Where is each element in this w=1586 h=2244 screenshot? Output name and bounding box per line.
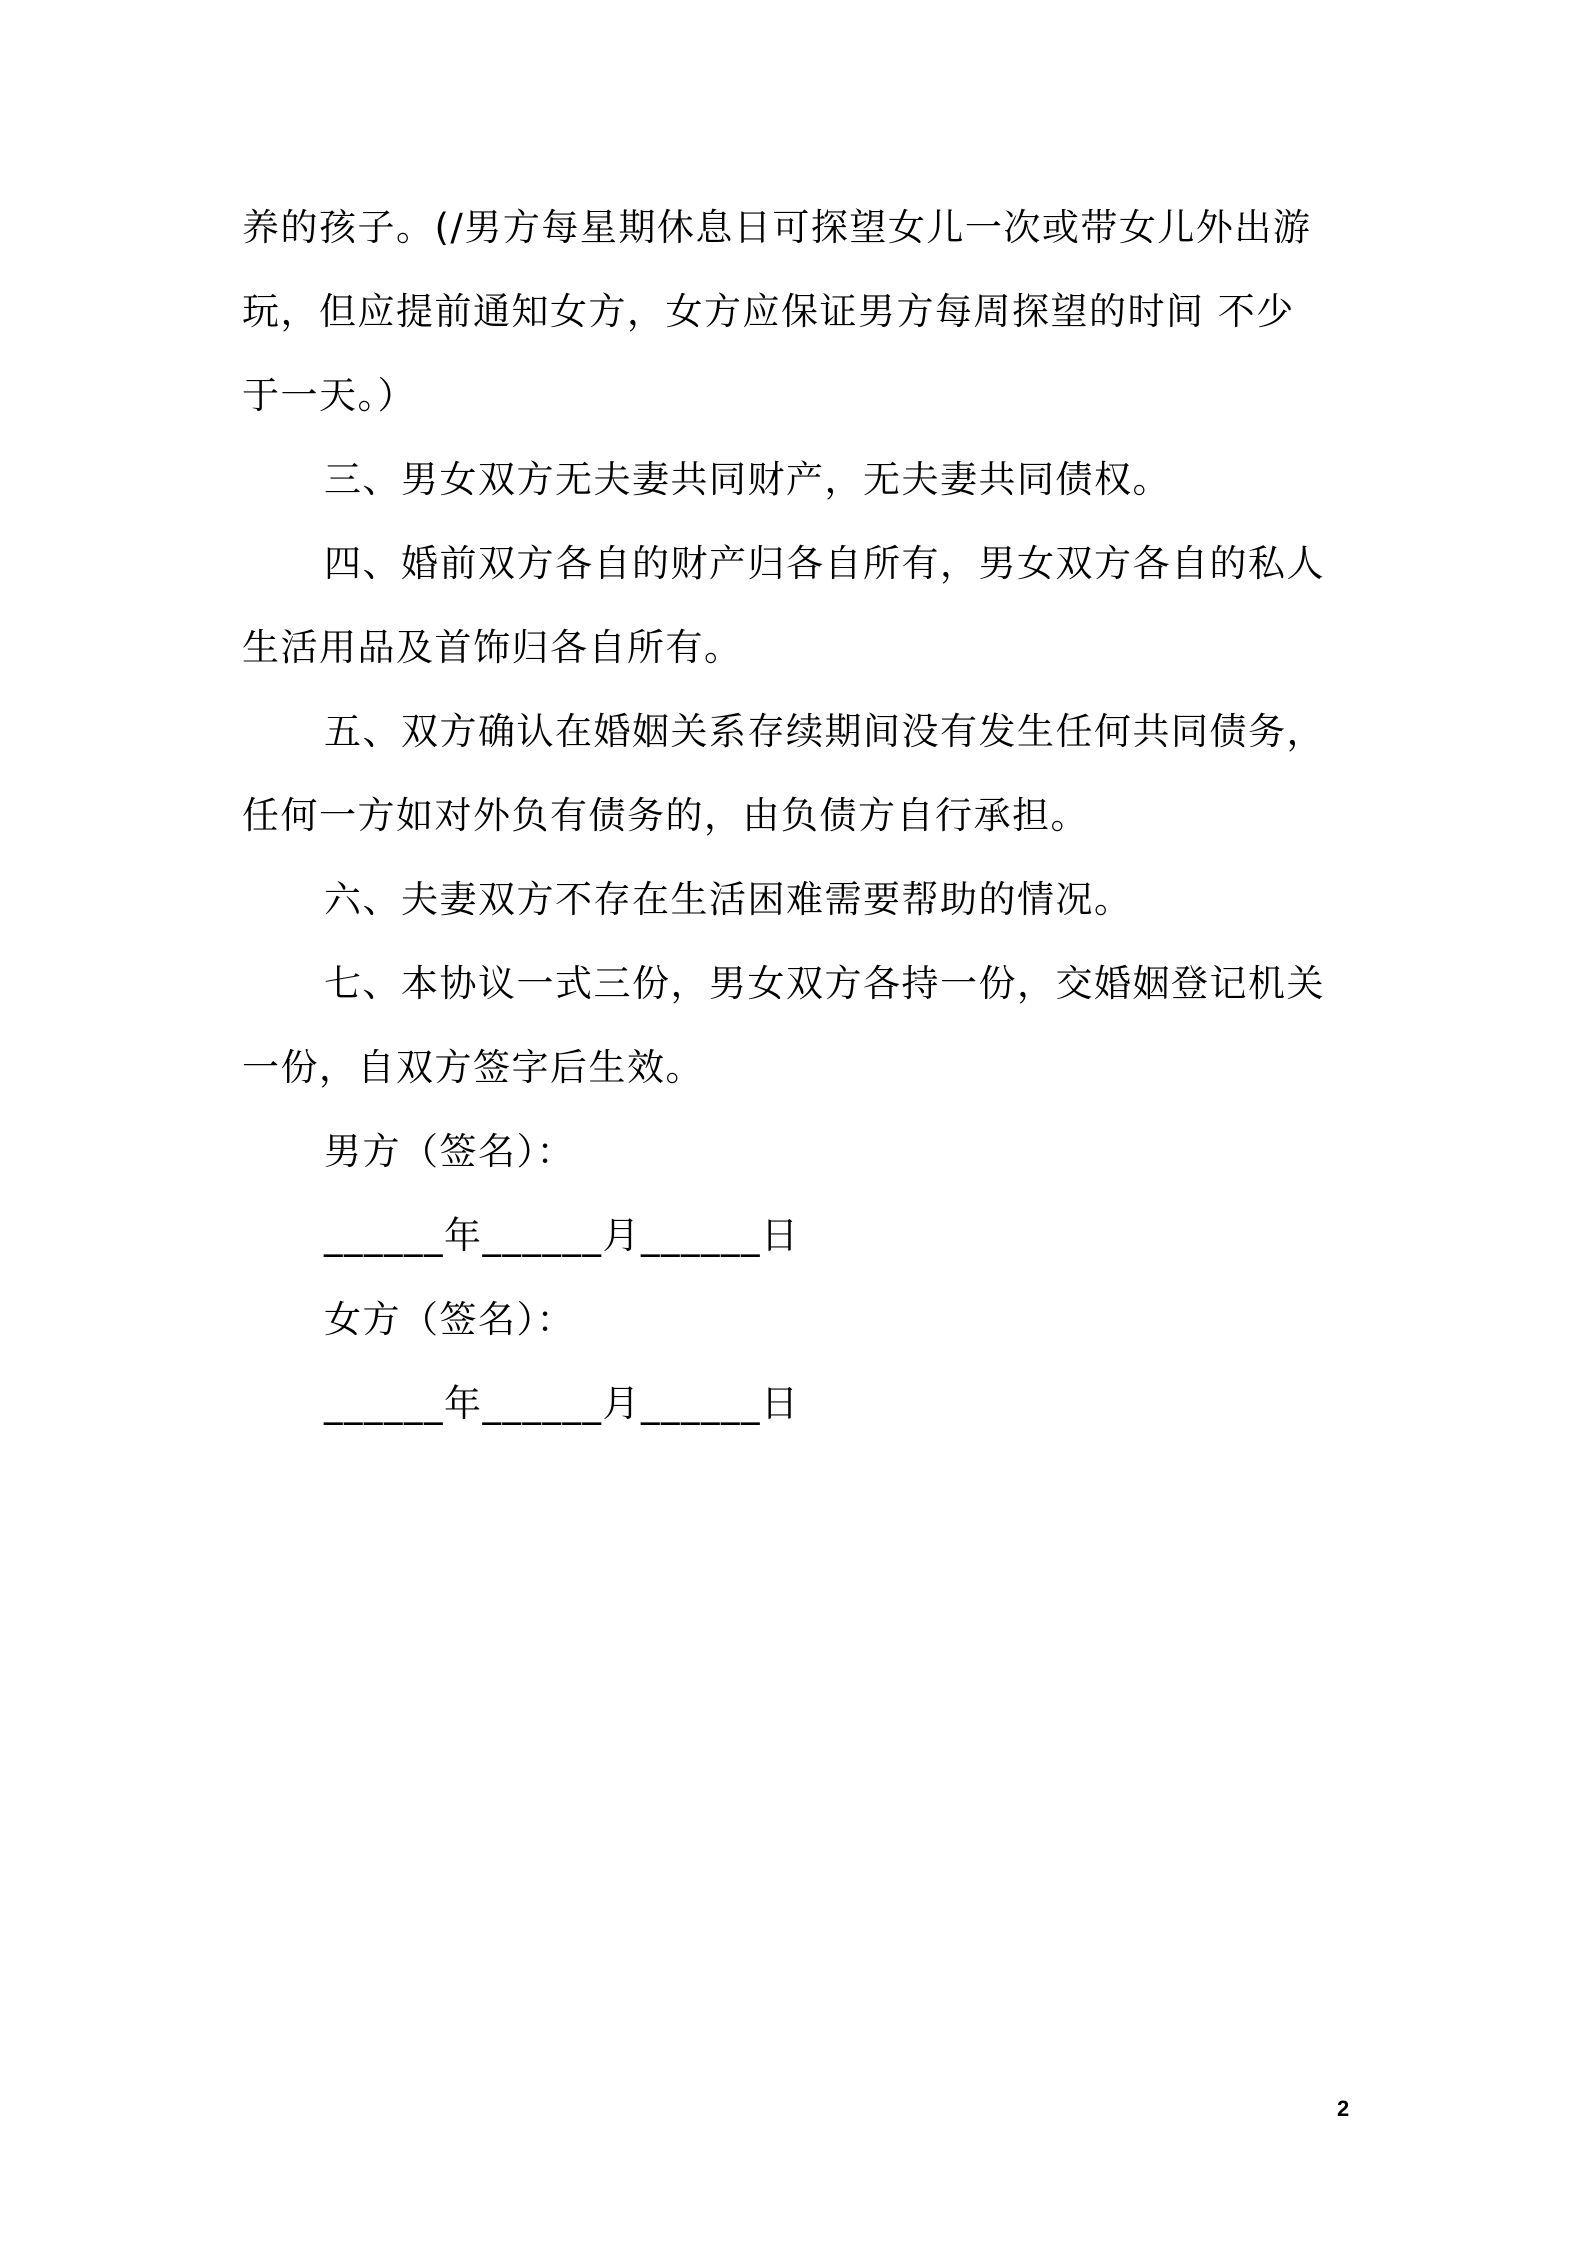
clause-seven: 七、本协议一式三份，男女双方各持一份，交婚姻登记机关 — [324, 962, 1325, 1005]
clause-three: 三、男女双方无夫妻共同财产，无夫妻共同债权。 — [324, 458, 1171, 501]
paragraph-line: 于一天。） — [242, 374, 416, 417]
clause-four: 四、婚前双方各自的财产归各自所有，男女双方各自的私人 — [324, 542, 1325, 585]
male-signature-label: 男方（签名）： — [324, 1130, 575, 1173]
female-signature-label: 女方（签名）： — [324, 1298, 575, 1341]
clause-five: 五、双方确认在婚姻关系存续期间没有发生任何共同债务， — [324, 710, 1325, 753]
clause-six: 六、夫妻双方不存在生活困难需要帮助的情况。 — [324, 878, 1133, 921]
paragraph-line: 养的孩子。(/男方每星期休息日可探望女儿一次或带女儿外出游 — [242, 206, 1312, 249]
paragraph-line: 一份，自双方签字后生效。 — [242, 1046, 704, 1089]
page-number: 2 — [1337, 2096, 1350, 2121]
paragraph-line: 任何一方如对外负有债务的，由负债方自行承担。 — [242, 794, 1089, 837]
male-signature-date: ______年______月______日 — [324, 1214, 800, 1257]
paragraph-line: 玩，但应提前通知女方，女方应保证男方每周探望的时间 不少 — [242, 290, 1295, 333]
paragraph-line: 生活用品及首饰归各自所有。 — [242, 626, 743, 669]
female-signature-date: ______年______月______日 — [324, 1382, 800, 1425]
